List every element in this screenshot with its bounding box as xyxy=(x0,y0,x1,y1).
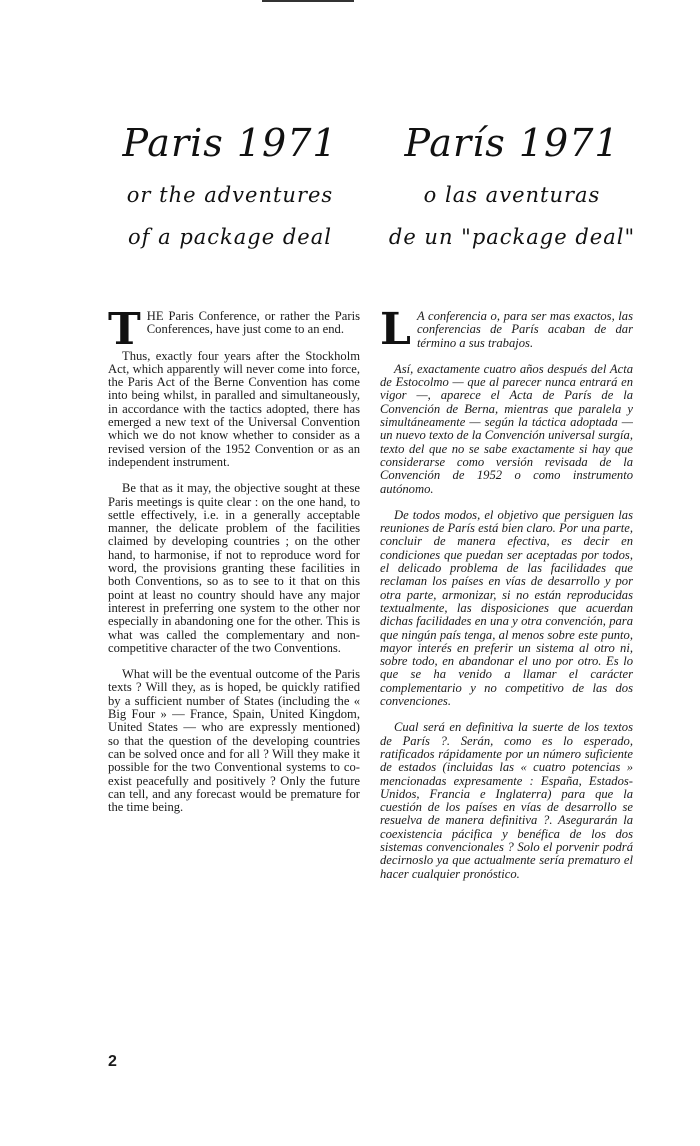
spanish-title-line2: o las aventuras xyxy=(423,183,601,207)
english-paragraph-3: Be that as it may, the objective sought at these Paris meetings is quite clear : on the one hand, to settle effectively, i.e. in a generally acceptable manner, the delicate problem of the facilities claimed by developing countries ; on the other hand, to harmonise, if not to reproduce word for word, the provisions granting these facilities in both Conventions, so as to see to it that on this point at least no country should have any major interest in preferring one system to the other nor especially in abandoning one for the other. This is what was called the complementary and non-competitive character of the two Conventions. xyxy=(108,481,360,655)
spanish-title xyxy=(372,112,652,258)
english-paragraph-2: Thus, exactly four years after the Stockholm Act, which apparently will never come into force, the Paris Act of the Berne Convention has come into being whilst, in paralled and simultaneously, in accordance with the tactics adopted, there has emerged a new text of the Universal Convention which we do not know whether to consider as a revised version of the 1952 Convention or as an independent instrument. xyxy=(108,348,360,469)
spanish-title-line3: de un "package deal" xyxy=(388,225,636,249)
spanish-column xyxy=(380,304,633,894)
english-paragraph-1-text: HE Paris Conference, or rather the Paris Conferences, have just come to an end. xyxy=(146,309,360,337)
spanish-paragraph-3: De todos modos, el objetivo que persiguen las reuniones de París está bien claro. Por una parte, concluir de manera efectiva, es decir en condiciones que puedan ser aceptadas por todos, el delicado problema de las facilidades que reclaman los países en vías de desarrollo y por otra parte, armonizar, si no están reproducidas textualmente, las disposiciones que acuerdan dichas facilidades en una y otra convención, para que ningún país tenga, al menos sobre este punto, mayor interés en preferir un sistema al otro ni, sobre todo, en abandonar el uno por otro. Es lo que se ha venido a llamar el carácter complementario y no competitivo de las dos convenciones. xyxy=(380,507,633,709)
english-dropcap: T xyxy=(108,304,141,355)
spanish-paragraph-1 xyxy=(380,304,633,355)
english-paragraph-4: What will be the eventual outcome of the Paris texts ? Will they, as is hoped, be quickly ratified by a sufficient number of States (including the « Big Four » — France, Spain, United Kingdom, United States — who are expressly mentioned) so that the question of the developing countries can be solved once and for all ? Will they make it possible for the two Conventional systems to co-exist peacefully and positively ? Only the future can tell, and any forecast would be premature for the time being. xyxy=(108,667,360,815)
english-title xyxy=(90,112,370,258)
page-number: 2 xyxy=(108,1053,117,1070)
english-title-line1: Paris 1971 xyxy=(122,121,338,165)
spanish-paragraph-1-text: A conferencia o, para ser mas exactos, las conferencias de París acaban de dar término a sus trabajos. xyxy=(416,309,633,350)
top-rule xyxy=(262,0,354,2)
spanish-title-line1: París 1971 xyxy=(404,121,620,165)
english-column xyxy=(108,304,360,827)
spanish-paragraph-2: Así, exactamente cuatro años después del Acta de Estocolmo — que al parecer nunca entrará en vigor —, aparece el Acta de París de la Convención de Berna, mientras que paralela y simultáneamente — según la táctica adoptada — un nuevo texto de la Convención universal surgía, texto del que no se sabe exactamente si hay que considerarse como versión revisada de la Convención de 1952 o como instrumento autónomo. xyxy=(380,361,633,496)
english-title-line3: of a package deal xyxy=(128,225,332,249)
english-title-line2: or the adventures xyxy=(126,183,334,207)
spanish-dropcap: L xyxy=(380,304,411,355)
english-paragraph-1 xyxy=(108,304,360,355)
spanish-paragraph-4: Cual será en definitiva la suerte de los textos de París ?. Serán, como es lo esperado, ratificados rápidamente por un número suficiente de estados (incluidas las « cuatro potencias » mencionadas expresamente : España, Estados-Unidos, Francia e Inglaterra) para que la cuestión de los países en vías de desarrollo se resuelva de manera definitiva ?. Asegurarán la coexistencia pácifica y benéfica de los dos sistemas convencionales ? Solo el porvenir podrá decirnoslo ya que actualmente sería prematuro el hacer cualquier pronóstico. xyxy=(380,720,633,881)
